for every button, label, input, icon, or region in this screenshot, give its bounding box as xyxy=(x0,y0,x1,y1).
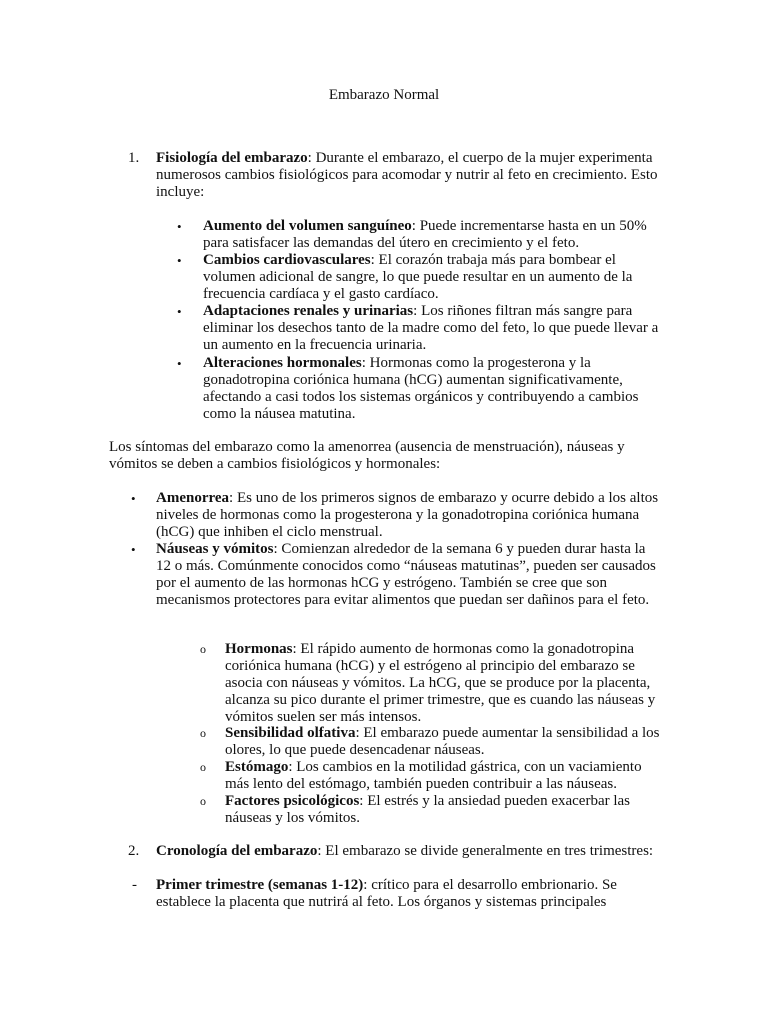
section-heading: Cronología del embarazo xyxy=(156,843,318,859)
item-heading: Adaptaciones renales y urinarias xyxy=(203,303,414,319)
list-item xyxy=(128,541,664,609)
list-item xyxy=(175,303,665,354)
list-item xyxy=(175,218,665,252)
circle-bullet: o xyxy=(200,794,206,808)
item-text: : El rápido aumento de hormonas como la gonadotropina coriónica humana (hCG) y el estrógeno al principio del embarazo se asocia con náuseas y vómitos. La hCG, que se produce por la placenta, alcanza su pico durante el primer trimestre, que es cuando las náuseas y vómitos suelen ser más intensos. xyxy=(225,641,656,725)
dash-list-item xyxy=(132,877,662,911)
item-text: : Los cambios en la motilidad gástrica, con un vaciamiento más lento del estómago, también pueden contribuir a las náuseas. xyxy=(225,759,642,792)
item-text: : Es uno de los primeros signos de embarazo y ocurre debido a los altos niveles de hormonas como la progesterona y la gonadotropina coriónica humana (hCG) que inhiben el ciclo menstrual. xyxy=(156,490,659,540)
section-text: : Durante el embarazo, el cuerpo de la mujer experimenta numerosos cambios fisiológicos para acomodar y nutrir al feto en crecimiento. Esto incluye: xyxy=(156,150,658,200)
bullet: • xyxy=(131,542,136,557)
sub-list-item xyxy=(198,793,660,827)
sub-list-item xyxy=(198,759,660,793)
dash-bullet: - xyxy=(132,877,137,893)
item-heading: Náuseas y vómitos xyxy=(156,541,274,557)
item-heading: Amenorrea xyxy=(156,490,230,506)
item-text: : crítico para el desarrollo embrionario. Se establece la placenta que nutrirá al feto. Los órganos y sistemas principales xyxy=(156,877,617,910)
circle-bullet: o xyxy=(200,760,206,774)
item-heading: Aumento del volumen sanguíneo xyxy=(203,218,412,234)
item-heading: Primer trimestre (semanas 1-12) xyxy=(156,877,364,893)
list-number: 1. xyxy=(128,150,140,166)
intro-paragraph: Los síntomas del embarazo como la amenorrea (ausencia de menstruación), náuseas y vómitos se deben a cambios fisiológicos y hormonales: xyxy=(109,439,625,472)
bullet: • xyxy=(177,219,182,234)
item-heading: Estómago xyxy=(225,759,289,775)
bullet: • xyxy=(177,304,182,319)
item-text: : Los riñones filtran más sangre para eliminar los desechos tanto de la madre como del feto, lo que puede llevar a un aumento en la frecuencia urinaria. xyxy=(203,303,659,353)
item-text: : Comienzan alrededor de la semana 6 y pueden durar hasta la 12 o más. Comúnmente conocidos como “náuseas matutinas”, pueden ser causados por el aumento de las hormonas hCG y estrógeno. También se cree que son mecanismos protectores para evitar alimentos que puedan ser dañinos para el feto. xyxy=(156,541,656,608)
section-heading: Fisiología del embarazo xyxy=(156,150,308,166)
item-heading: Sensibilidad olfativa xyxy=(225,725,356,741)
list-item xyxy=(175,252,665,303)
document-title: Embarazo Normal xyxy=(328,87,440,103)
item-heading: Factores psicológicos xyxy=(225,793,360,809)
list-item xyxy=(128,490,664,541)
bullet: • xyxy=(177,356,182,371)
item-text: : Hormonas como la progesterona y la gonadotropina coriónica humana (hCG) aumentan significativamente, afectando a casi todos los sistemas orgánicos y contribuyendo a cambios como la náusea matutina. xyxy=(203,355,639,422)
list-number: 2. xyxy=(128,843,140,859)
list-item xyxy=(175,355,665,423)
section-fisiologia xyxy=(128,150,658,201)
circle-bullet: o xyxy=(200,642,206,656)
item-text: : El embarazo puede aumentar la sensibilidad a los olores, lo que puede desencadenar náuseas. xyxy=(225,725,660,758)
sub-list-item xyxy=(198,641,660,726)
item-heading: Hormonas xyxy=(225,641,293,657)
item-text: : El estrés y la ansiedad pueden exacerbar las náuseas y los vómitos. xyxy=(225,793,631,826)
item-text: : Puede incrementarse hasta en un 50% para satisfacer las demandas del útero en crecimiento y el feto. xyxy=(203,218,647,251)
section-text: : El embarazo se divide generalmente en tres trimestres: xyxy=(317,843,654,859)
bullet: • xyxy=(131,491,136,506)
circle-bullet: o xyxy=(200,726,206,740)
item-heading: Alteraciones hormonales xyxy=(203,355,362,371)
bullet: • xyxy=(177,253,182,268)
item-text: : El corazón trabaja más para bombear el volumen adicional de sangre, lo que puede resultar en un aumento de la frecuencia cardíaca y el gasto cardíaco. xyxy=(203,252,633,302)
section-cronologia xyxy=(128,843,658,860)
sub-list-item xyxy=(198,725,660,759)
item-heading: Cambios cardiovasculares xyxy=(203,252,371,268)
